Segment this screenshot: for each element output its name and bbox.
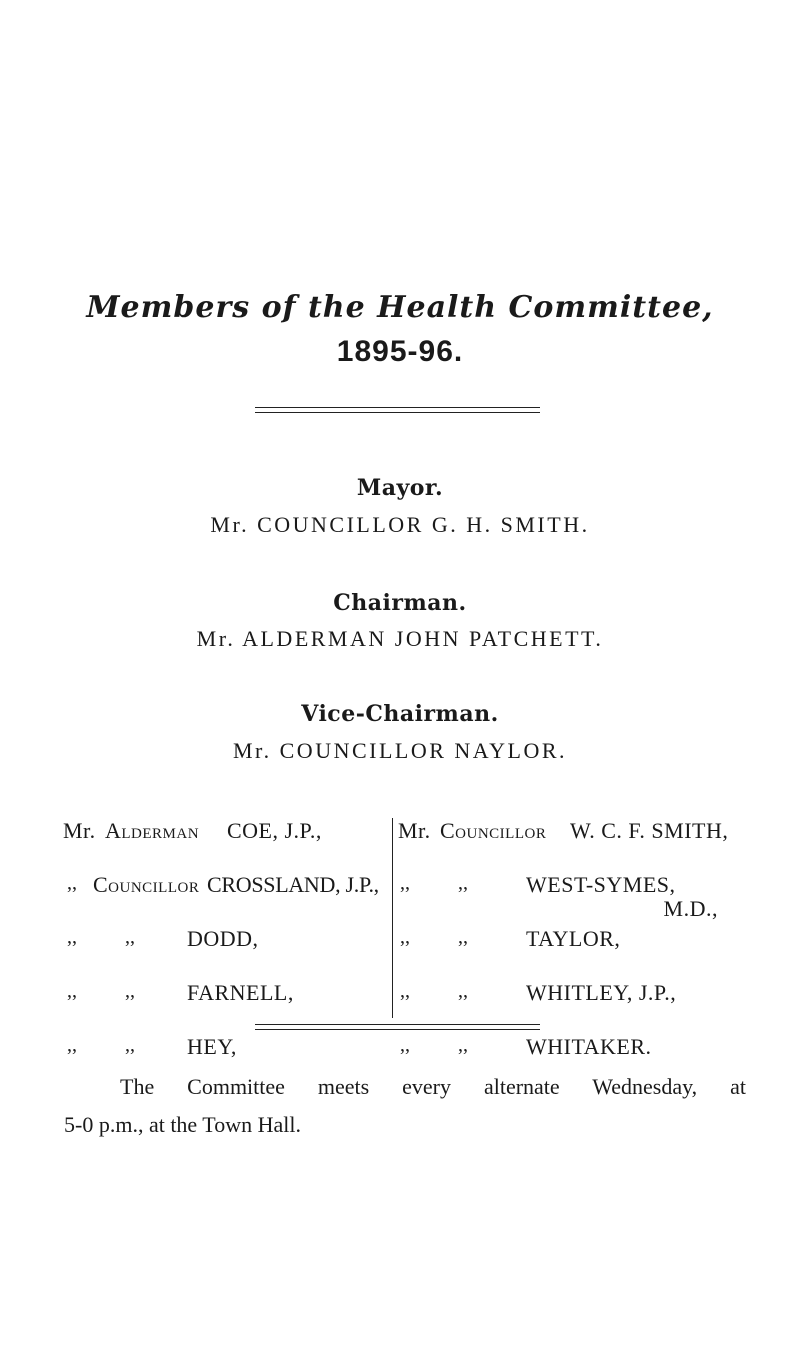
ditto-mark: ,, bbox=[400, 926, 410, 948]
column-divider bbox=[392, 818, 393, 1018]
mayor-name: Mr. COUNCILLOR G. H. SMITH. bbox=[210, 512, 590, 537]
bottom-divider bbox=[255, 1024, 540, 1030]
member-name: COE, J.P., bbox=[227, 818, 322, 843]
member-name: WEST-SYMES, bbox=[526, 872, 676, 897]
ditto-mark: ,, bbox=[125, 926, 135, 948]
member-row bbox=[63, 926, 393, 980]
member-row bbox=[63, 872, 393, 926]
meeting-note-line-2: 5-0 p.m., at the Town Hall. bbox=[64, 1112, 301, 1137]
ditto-mark: ,, bbox=[125, 980, 135, 1002]
meeting-note-line-1: The Committee meets every alternate Wednesday, at bbox=[120, 1074, 746, 1099]
right-member-column bbox=[398, 818, 729, 1088]
top-divider bbox=[255, 407, 540, 413]
member-prefix: Mr. bbox=[398, 818, 431, 843]
ditto-mark: ,, bbox=[400, 872, 410, 894]
member-title: Councillor bbox=[93, 872, 200, 897]
member-name: FARNELL, bbox=[187, 980, 294, 1005]
left-member-column bbox=[63, 818, 393, 1088]
member-name: TAYLOR, bbox=[526, 926, 621, 951]
ditto-mark: ,, bbox=[67, 872, 77, 894]
member-name: WHITLEY, J.P., bbox=[526, 980, 677, 1005]
ditto-mark: ,, bbox=[67, 1034, 77, 1056]
member-title: Councillor bbox=[440, 818, 547, 843]
member-name: HEY, bbox=[187, 1034, 237, 1059]
document-year: 1895-96. bbox=[336, 335, 464, 368]
member-row bbox=[398, 818, 729, 872]
ditto-mark: ,, bbox=[458, 980, 468, 1002]
member-suffix: M.D., bbox=[663, 896, 718, 921]
member-prefix: Mr. bbox=[63, 818, 96, 843]
member-row bbox=[63, 818, 393, 872]
ditto-mark: ,, bbox=[458, 1034, 468, 1056]
ditto-mark: ,, bbox=[400, 980, 410, 1002]
member-row bbox=[398, 926, 718, 980]
vice-chairman-heading: Vice-Chairman. bbox=[301, 701, 499, 727]
member-name: DODD, bbox=[187, 926, 259, 951]
ditto-mark: ,, bbox=[458, 872, 468, 894]
member-name: CROSSLAND, J.P., bbox=[207, 872, 379, 897]
ditto-mark: ,, bbox=[67, 980, 77, 1002]
mayor-heading: Mayor. bbox=[356, 475, 444, 501]
chairman-heading: Chairman. bbox=[333, 590, 467, 616]
member-name: WHITAKER. bbox=[526, 1034, 652, 1059]
ditto-mark: ,, bbox=[458, 926, 468, 948]
vice-chairman-name: Mr. COUNCILLOR NAYLOR. bbox=[232, 738, 568, 763]
ditto-mark: ,, bbox=[125, 1034, 135, 1056]
chairman-name: Mr. ALDERMAN JOHN PATCHETT. bbox=[196, 626, 604, 651]
document-title: Members of the Health Committee, bbox=[86, 290, 714, 325]
ditto-mark: ,, bbox=[400, 1034, 410, 1056]
member-title: Alderman bbox=[105, 818, 200, 843]
meeting-note bbox=[64, 1068, 746, 1144]
member-name: W. C. F. SMITH, bbox=[570, 818, 729, 843]
member-row bbox=[398, 872, 718, 926]
ditto-mark: ,, bbox=[67, 926, 77, 948]
